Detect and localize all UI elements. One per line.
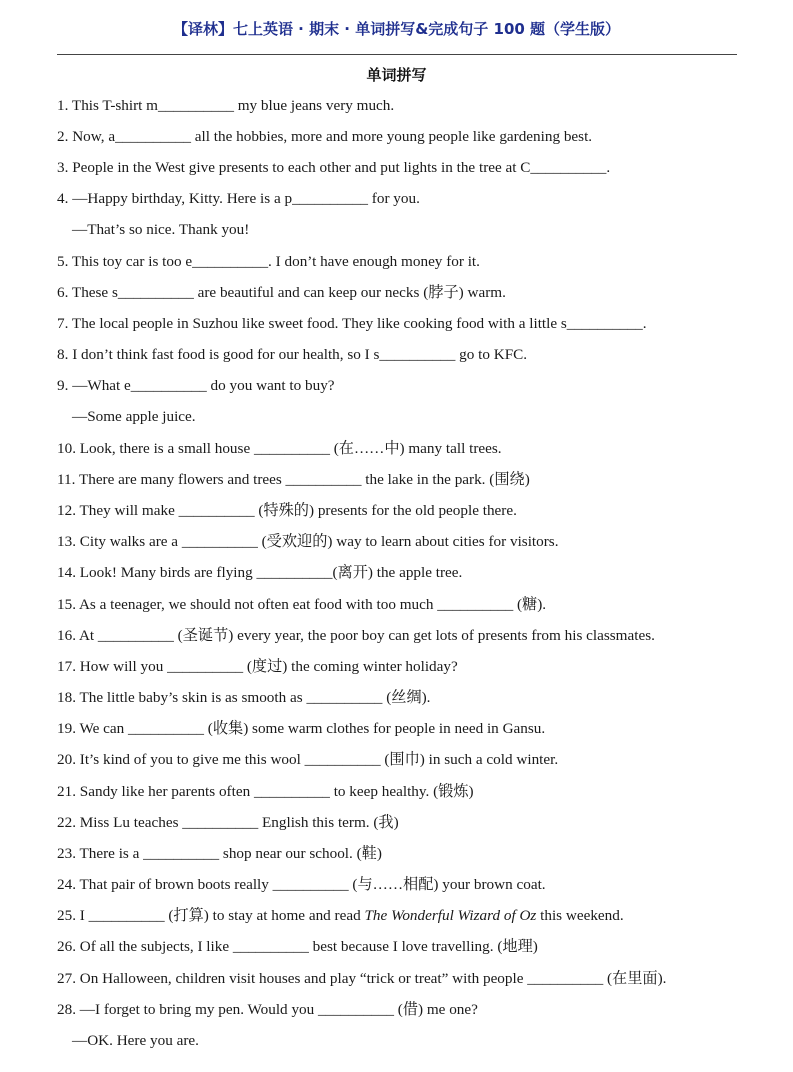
question-line: 23. There is a __________ shop near our school. (鞋)	[57, 845, 382, 862]
question-line: 7. The local people in Suzhou like sweet food. They like cooking food with a little s__________.	[57, 315, 647, 332]
question-text: this weekend.	[536, 907, 624, 924]
question-line: 1. This T-shirt m__________ my blue jeans very much.	[57, 97, 395, 114]
question-line: 13. City walks are a __________ (受欢迎的) way to learn about cities for visitors.	[57, 533, 559, 550]
answer-line: —Some apple juice.	[72, 408, 196, 425]
document-header: 【译林】七上英语 · 期末 · 单词拼写&完成句子 100 题（学生版）	[172, 20, 621, 38]
question-line: 8. I don’t think fast food is good for our health, so I s__________ go to KFC.	[57, 346, 528, 363]
answer-line: —OK. Here you are.	[72, 1032, 199, 1049]
question-line: 15. As a teenager, we should not often eat food with too much __________ (糖).	[57, 596, 547, 613]
question-line: 27. On Halloween, children visit houses and play “trick or treat” with people __________ (在里面).	[57, 970, 667, 987]
question-line: 18. The little baby’s skin is as smooth as __________ (丝绸).	[57, 689, 431, 706]
question-line: 4. —Happy birthday, Kitty. Here is a p__________ for you.	[57, 190, 420, 207]
question-line: 19. We can __________ (收集) some warm clothes for people in need in Gansu.	[57, 720, 546, 737]
question-line: 17. How will you __________ (度过) the coming winter holiday?	[57, 658, 458, 675]
question-line: 16. At __________ (圣诞节) every year, the poor boy can get lots of presents from his classmates.	[57, 627, 655, 644]
question-line: 22. Miss Lu teaches __________ English this term. (我)	[57, 814, 399, 831]
question-line: 6. These s__________ are beautiful and can keep our necks (脖子) warm.	[57, 284, 506, 301]
section-title: 单词拼写	[366, 66, 427, 84]
question-line: 3. People in the West give presents to each other and put lights in the tree at C__________.	[57, 159, 611, 176]
question-line	[57, 906, 624, 926]
question-line: 20. It’s kind of you to give me this wool __________ (围巾) in such a cold winter.	[57, 751, 559, 768]
question-line: 10. Look, there is a small house __________ (在……中) many tall trees.	[57, 440, 502, 457]
question-line: 26. Of all the subjects, I like __________ best because I love travelling. (地理)	[57, 938, 538, 955]
question-line: 11. There are many flowers and trees __________ the lake in the park. (围绕)	[57, 471, 530, 488]
question-line: 24. That pair of brown boots really __________ (与……相配) your brown coat.	[57, 876, 546, 893]
answer-line: —That’s so nice. Thank you!	[72, 221, 250, 238]
question-line: 2. Now, a__________ all the hobbies, more and more young people like gardening best.	[57, 128, 593, 145]
question-line: 12. They will make __________ (特殊的) presents for the old people there.	[57, 502, 517, 519]
book-title: The Wonderful Wizard of Oz	[364, 907, 537, 924]
question-text: 25. I __________ (打算) to stay at home and read	[57, 907, 365, 924]
question-line: 9. —What e__________ do you want to buy?	[57, 377, 335, 394]
question-line: 14. Look! Many birds are flying __________(离开) the apple tree.	[57, 564, 463, 581]
header-divider	[57, 54, 737, 55]
question-line: 28. —I forget to bring my pen. Would you __________ (借) me one?	[57, 1001, 478, 1018]
question-line: 21. Sandy like her parents often __________ to keep healthy. (锻炼)	[57, 783, 474, 800]
question-line: 5. This toy car is too e__________. I don’t have enough money for it.	[57, 253, 480, 270]
